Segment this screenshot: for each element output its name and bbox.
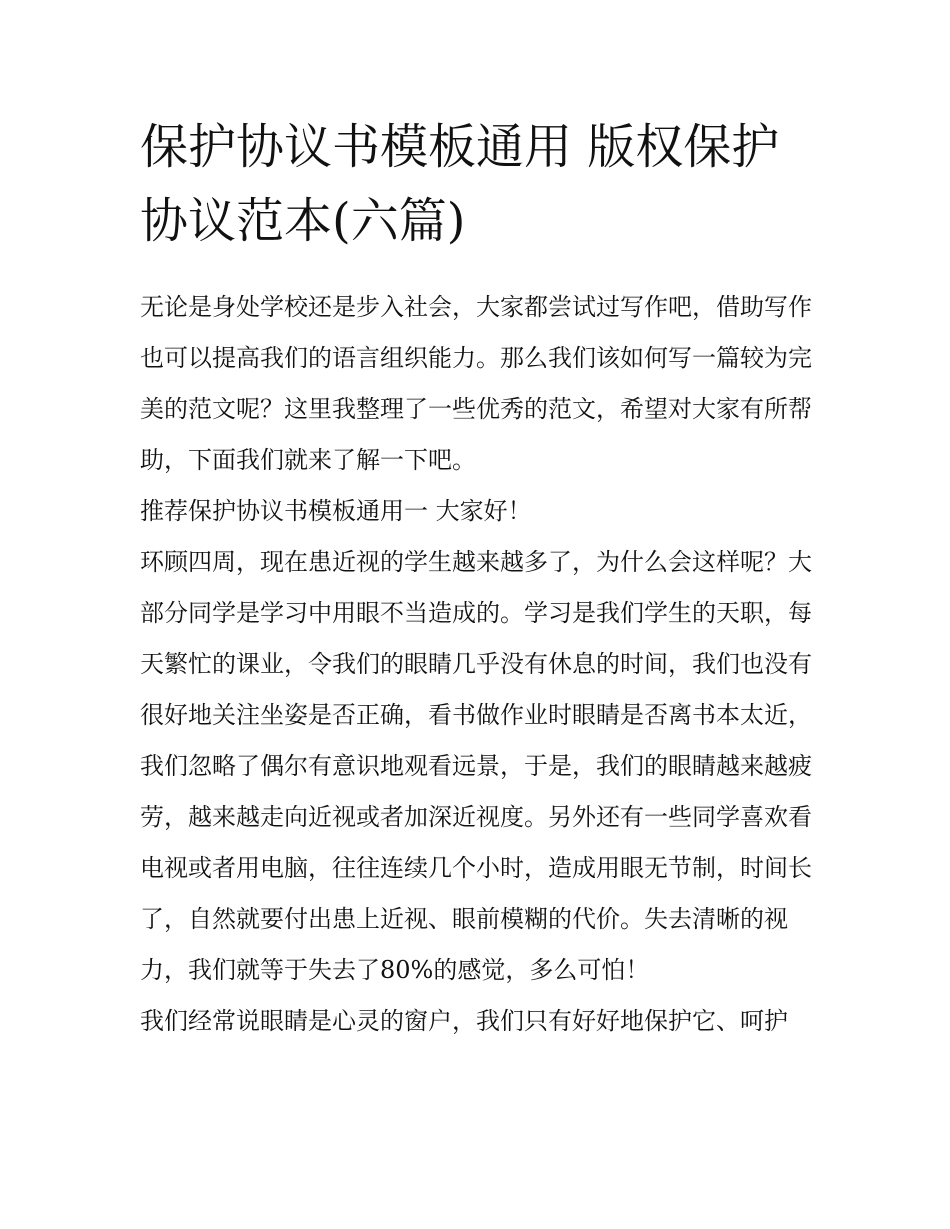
paragraph-intro: 无论是身处学校还是步入社会，大家都尝试过写作吧，借助写作也可以提高我们的语言组织能力。那么我们该如何写一篇较为完美的范文呢？这里我整理了一些优秀的范文，希望对大家有所帮助，下面我们就来了解一下吧。 [140, 293, 812, 474]
paragraph-eyes-window: 我们经常说眼睛是心灵的窗户，我们只有好好地保护它、呵护 [140, 1007, 788, 1035]
paragraph-heading-recommend: 推荐保护协议书模板通用一 大家好！ [140, 497, 532, 525]
paragraph-myopia: 环顾四周，现在患近视的学生越来越多了，为什么会这样呢？大部分同学是学习中用眼不当造成的。学习是我们学生的天职，每天繁忙的课业，令我们的眼睛几乎没有休息的时间，我们也没有很好地关注坐姿是否正确，看书做作业时眼睛是否离书本太近，我们忽略了偶尔有意识地观看远景，于是，我们的眼睛越来越疲劳，越来越走向近视或者加深近视度。另外还有一些同学喜欢看电视或者用电脑，往往连续几个小时，造成用眼无节制，时间长了，自然就要付出患上近视、眼前模糊的代价。失去清晰的视力，我们就等于失去了80%的感觉，多么可怕！ [140, 548, 812, 984]
document-title: 保护协议书模板通用 版权保护协议范本(六篇) [140, 119, 780, 249]
document-content [140, 110, 815, 1047]
document-body [140, 282, 815, 1047]
